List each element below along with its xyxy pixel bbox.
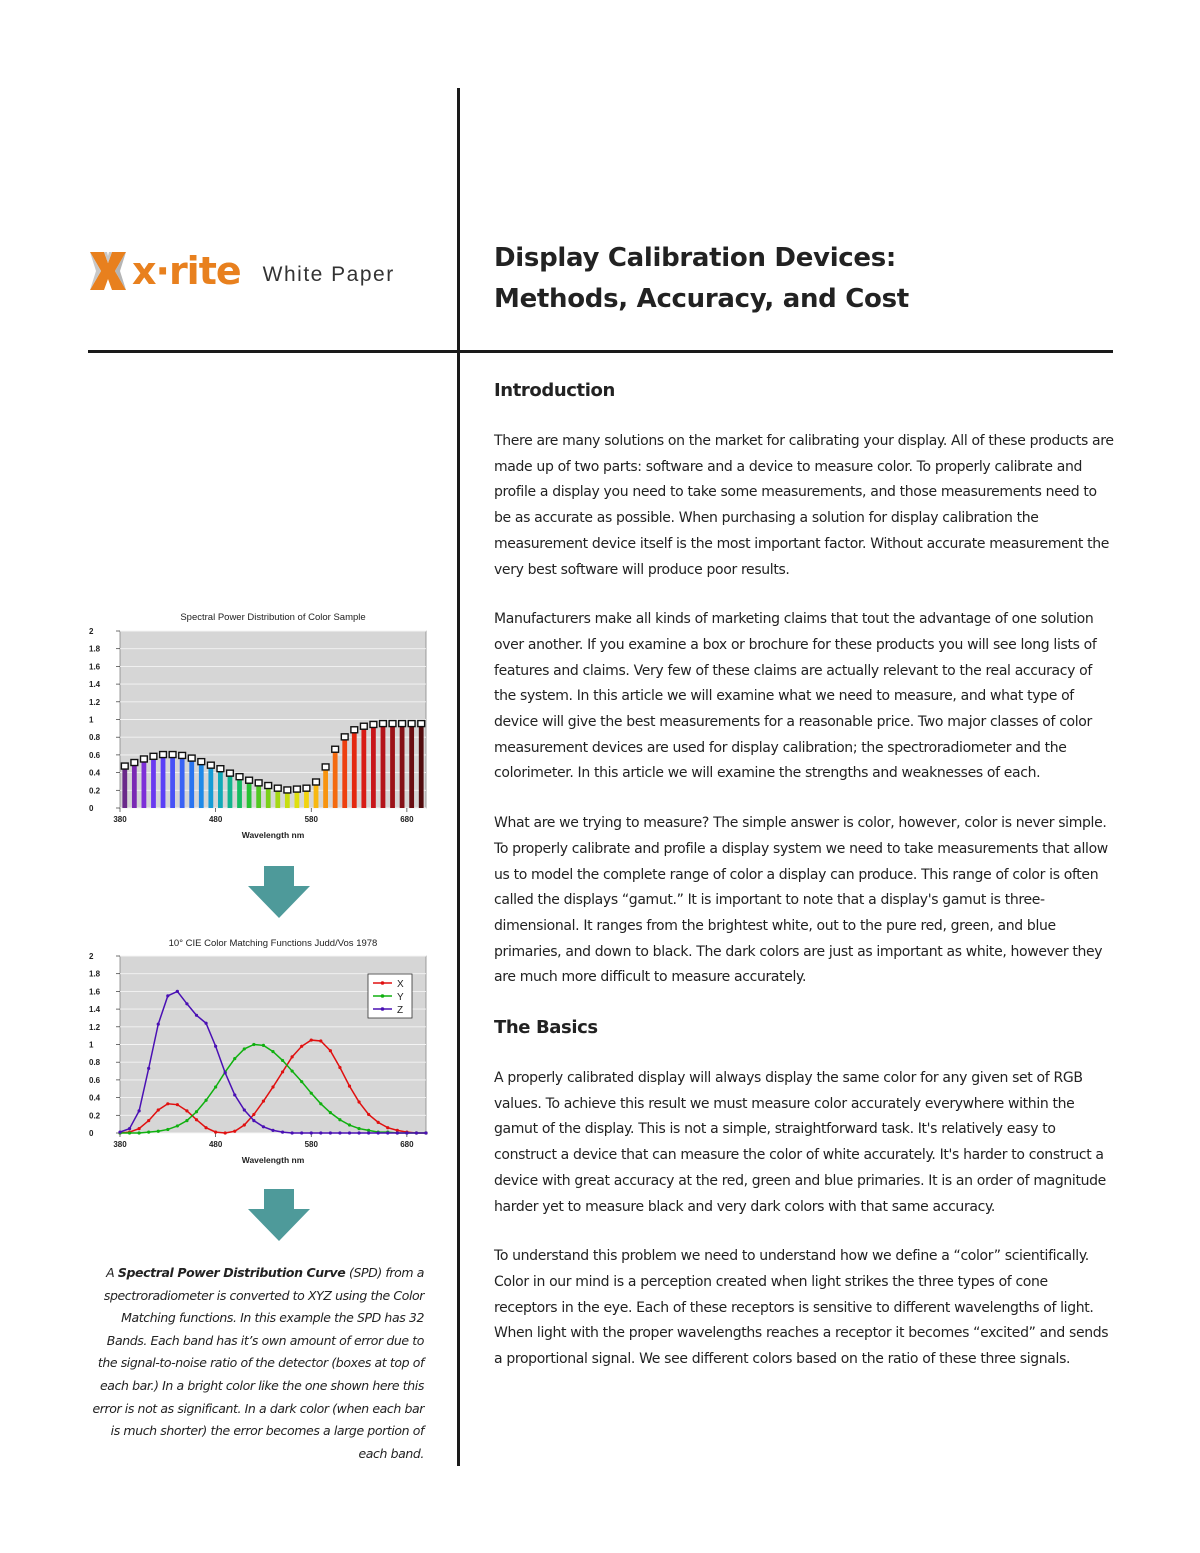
legend-marker (381, 981, 385, 985)
caption-lead: A (106, 1265, 118, 1280)
series-point-x (319, 1039, 322, 1042)
series-point-z (405, 1131, 408, 1134)
series-point-x (262, 1100, 265, 1103)
series-point-y (300, 1080, 303, 1083)
error-box (236, 774, 243, 780)
series-point-x (214, 1131, 217, 1134)
series-point-z (176, 990, 179, 993)
spd-bar (237, 780, 242, 808)
series-point-z (118, 1131, 121, 1134)
error-box (188, 755, 195, 761)
error-box (313, 779, 320, 785)
series-point-x (367, 1113, 370, 1116)
series-point-y (243, 1047, 246, 1050)
caption-term: Spectral Power Distribution Curve (117, 1265, 346, 1280)
xrite-logo (88, 250, 395, 292)
series-point-z (138, 1109, 141, 1112)
series-point-y (204, 1099, 207, 1102)
series-point-x (386, 1126, 389, 1129)
series-point-x (252, 1113, 255, 1116)
series-point-x (185, 1109, 188, 1112)
series-point-x (271, 1085, 274, 1088)
series-point-x (233, 1130, 236, 1133)
vertical-divider (457, 88, 460, 1466)
error-box (418, 721, 425, 727)
x-tick-label: 480 (208, 1140, 223, 1149)
series-point-y (195, 1110, 198, 1113)
y-tick-label: 0.6 (89, 1075, 101, 1085)
series-point-y (233, 1057, 236, 1060)
spd-bar (170, 758, 175, 808)
title-line-2: Methods, Accuracy, and Cost (494, 284, 909, 314)
spd-bar (275, 791, 280, 808)
series-point-x (138, 1127, 141, 1130)
spd-bar (419, 727, 424, 808)
series-point-z (204, 1022, 207, 1025)
series-point-z (291, 1131, 294, 1134)
series-point-z (157, 1023, 160, 1026)
series-point-z (252, 1119, 255, 1122)
series-point-x (300, 1045, 303, 1048)
down-arrow-icon (248, 866, 310, 922)
series-point-x (377, 1121, 380, 1124)
y-tick-label: 0.4 (89, 768, 101, 778)
title-line-1: Display Calibration Devices: (494, 243, 897, 273)
document-title (494, 238, 1114, 320)
chart-title: 10° CIE Color Matching Functions Judd/Vos 1978 (168, 938, 378, 949)
legend-label: X (397, 979, 404, 990)
series-point-z (386, 1131, 389, 1134)
series-point-x (310, 1038, 313, 1041)
series-point-y (348, 1123, 351, 1126)
series-point-y (157, 1130, 160, 1133)
series-point-x (357, 1100, 360, 1103)
error-box (150, 753, 157, 759)
series-point-y (185, 1119, 188, 1122)
error-box (265, 783, 272, 789)
y-tick-label: 1.6 (89, 662, 101, 672)
error-box (303, 785, 310, 791)
series-point-x (243, 1123, 246, 1126)
spd-bar (189, 761, 194, 808)
x-tick-label: 380 (113, 815, 127, 824)
y-tick-label: 0 (89, 804, 94, 813)
series-point-z (233, 1093, 236, 1096)
y-tick-label: 2 (89, 627, 94, 636)
series-point-y (166, 1128, 169, 1131)
error-box (255, 780, 262, 786)
x-tick-label: 680 (400, 1140, 414, 1149)
error-box (294, 786, 301, 792)
section-heading-basics: The Basics (494, 1017, 598, 1039)
x-tick-label: 680 (400, 815, 414, 824)
spd-bar (295, 792, 300, 808)
spd-bar (304, 791, 309, 808)
x-axis-label: Wavelength nm (241, 1155, 305, 1165)
chart-title: Spectral Power Distribution of Color Sample (180, 612, 366, 623)
paragraph-5: To understand this problem we need to understand how we define a “color” scientifically. Color in our mind is a perception created when light strikes the three types of cone receptors in the eye. Each of these receptors is sensitive to different wavelengths of light. When light with the proper wavelengths reaches a receptor it becomes “excited” and sends a proportional signal. We see different colors based on the ratio of these three signals. (494, 1248, 1109, 1368)
spd-chart-svg (86, 606, 436, 846)
series-point-y (128, 1131, 131, 1134)
error-box (121, 763, 128, 769)
y-tick-label: 0.2 (89, 1111, 101, 1121)
y-tick-label: 1.6 (89, 987, 101, 997)
series-point-z (329, 1131, 332, 1134)
xrite-x-mark-icon (88, 250, 128, 292)
spd-bar (132, 766, 137, 808)
series-point-x (281, 1070, 284, 1073)
series-point-y (319, 1102, 322, 1105)
spd-bar (285, 793, 290, 808)
y-tick-label: 2 (89, 952, 94, 961)
series-point-z (243, 1108, 246, 1111)
error-box (380, 721, 387, 727)
error-box (179, 752, 186, 758)
series-point-z (128, 1127, 131, 1130)
section-heading-introduction: Introduction (494, 380, 615, 401)
y-tick-label: 1.4 (89, 680, 101, 690)
spd-bar (390, 727, 395, 808)
error-box (217, 766, 224, 772)
legend-label: Y (397, 992, 404, 1003)
y-tick-label: 1.4 (89, 1005, 101, 1015)
y-tick-label: 1.2 (89, 697, 101, 707)
y-tick-label: 0.4 (89, 1093, 101, 1103)
cmf-chart-svg (86, 932, 436, 1168)
series-point-y (138, 1131, 141, 1134)
spd-bar (256, 786, 261, 808)
spd-bar (361, 729, 366, 808)
x-tick-label: 480 (208, 815, 223, 824)
spd-bar (218, 772, 223, 808)
error-box (284, 787, 291, 793)
series-point-x (224, 1131, 227, 1134)
series-point-x (204, 1126, 207, 1129)
error-box (131, 760, 138, 766)
y-tick-label: 0.6 (89, 750, 101, 760)
spd-bar (314, 785, 319, 808)
y-tick-label: 0 (89, 1129, 94, 1138)
series-point-x (157, 1108, 160, 1111)
spd-bar (381, 727, 386, 808)
spd-bar (151, 759, 156, 808)
series-point-z (147, 1067, 150, 1070)
series-point-x (195, 1118, 198, 1121)
x-tick-label: 380 (113, 1140, 127, 1149)
series-point-y (338, 1118, 341, 1121)
series-point-y (262, 1044, 265, 1047)
series-point-y (252, 1043, 255, 1046)
spd-bar (371, 727, 376, 808)
figure-caption (90, 1262, 424, 1465)
series-point-z (377, 1131, 380, 1134)
series-point-y (271, 1050, 274, 1053)
y-tick-label: 1.8 (89, 644, 101, 654)
paragraph-3: What are we trying to measure? The simple answer is color, however, color is never simple. To properly calibrate and profile a display system we need to take measurements that allow us to model the complete range of color a display can produce. This range of color is often called the displays “gamut.” It is important to note that a display's gamut is three-dimensional. It ranges from the brightest white, out to the pure red, green, and blue primaries, and down to black. The dark colors are just as important as white, however they are much more difficult to measure accurately. (494, 815, 1108, 986)
y-tick-label: 1 (89, 1040, 94, 1050)
series-point-z (396, 1131, 399, 1134)
paragraph-2: Manufacturers make all kinds of marketing claims that tout the advantage of one solution over another. If you examine a box or brochure for these products you will see long lists of features and claims. Very few of these claims are actually relevant to the real accuracy of the system. In this article we will examine what we need to measure, and what type of device will give the best measurements for a reasonable price. Two major classes of color measurement devices are used for display calibration; the spectroradiometer and the colorimeter. In this article we will examine the strengths and weaknesses of each. (494, 611, 1097, 782)
series-point-z (214, 1045, 217, 1048)
spd-bar (122, 769, 127, 808)
y-tick-label: 1 (89, 715, 94, 725)
spd-bar (208, 768, 213, 808)
error-box (207, 762, 214, 768)
series-point-y (357, 1127, 360, 1130)
legend-marker (381, 994, 385, 998)
error-box (351, 727, 358, 733)
series-point-y (214, 1085, 217, 1088)
series-point-z (300, 1131, 303, 1134)
error-box (399, 721, 406, 727)
paragraph-1: There are many solutions on the market for calibrating your display. All of these products are made up of two parts: software and a device to measure color. To properly calibrate and profile a display you need to take some measurements, and those measurements need to be as accurate as possible. When purchasing a solution for display calibration the measurement device itself is the most important factor. Without accurate measurement the very best software will produce poor results. (494, 433, 1114, 578)
error-box (389, 721, 396, 727)
spd-bar (142, 762, 147, 808)
series-point-y (281, 1059, 284, 1062)
series-point-z (195, 1014, 198, 1017)
spd-bar-chart (86, 606, 436, 846)
error-box (322, 764, 329, 770)
spd-bar (409, 727, 414, 808)
series-point-y (310, 1092, 313, 1095)
spd-bar (323, 770, 328, 808)
series-point-z (262, 1125, 265, 1128)
series-point-z (367, 1131, 370, 1134)
spd-bar (333, 752, 338, 808)
error-box (360, 723, 367, 729)
spd-bar (247, 783, 252, 808)
error-box (227, 770, 234, 776)
series-point-z (166, 994, 169, 997)
series-point-z (224, 1071, 227, 1074)
series-point-x (291, 1055, 294, 1058)
paragraph-4: A properly calibrated display will always display the same color for any given set of RGB values. To achieve this result we must measure color accurately everywhere within the gamut of the display. This is not a simple, straightforward task. It's relatively easy to construct a device that can measure the color of white accurately. It's harder to construct a device with great accuracy at the red, green and blue primaries. It is an order of magnitude harder yet to measure black and very dark colors with that same accuracy. (494, 1070, 1106, 1215)
spd-bar (199, 765, 204, 808)
spd-bar (180, 758, 185, 808)
legend-marker (381, 1007, 385, 1011)
series-point-z (271, 1129, 274, 1132)
spd-bar (266, 789, 271, 808)
error-box (274, 785, 281, 791)
article-body (494, 380, 1114, 1373)
series-point-z (424, 1131, 427, 1134)
spd-bar (228, 776, 233, 808)
series-point-z (319, 1131, 322, 1134)
cmf-line-chart (86, 932, 436, 1168)
y-tick-label: 0.8 (89, 733, 101, 743)
series-point-x (348, 1084, 351, 1087)
series-point-x (166, 1102, 169, 1105)
series-point-z (338, 1131, 341, 1134)
error-box (198, 759, 205, 765)
caption-body: (SPD) from a spectroradiometer is converted to XYZ using the Color Matching functions. In this example the SPD has 32 Bands. Each band has it’s own amount of error due to the signal-to-noise ratio of the detector (boxes at top of each bar.) In a bright color like the one shown here this error is not as significant. In a dark color (when each bar is much shorter) the error becomes a large portion of each band. (92, 1265, 424, 1461)
error-box (246, 777, 253, 783)
series-point-y (147, 1131, 150, 1134)
error-box (370, 721, 377, 727)
series-point-y (329, 1111, 332, 1114)
series-point-z (415, 1131, 418, 1134)
series-point-x (176, 1103, 179, 1106)
y-tick-label: 1.2 (89, 1022, 101, 1032)
spd-bar (352, 733, 357, 808)
error-box (141, 756, 148, 762)
y-tick-label: 0.8 (89, 1058, 101, 1068)
series-point-z (185, 1002, 188, 1005)
series-point-z (357, 1131, 360, 1134)
x-tick-label: 580 (304, 1140, 318, 1149)
y-tick-label: 0.2 (89, 786, 101, 796)
series-point-z (348, 1131, 351, 1134)
logo-wordmark: x·rite (132, 249, 241, 293)
spd-bar (400, 727, 405, 808)
down-arrow-icon (248, 1189, 310, 1245)
error-box (341, 734, 348, 740)
error-box (160, 752, 167, 758)
error-box (408, 721, 415, 727)
logo-subtitle: White Paper (262, 263, 395, 286)
x-axis-label: Wavelength nm (241, 830, 305, 840)
series-point-y (176, 1124, 179, 1127)
series-point-x (338, 1066, 341, 1069)
error-box (332, 746, 339, 752)
x-tick-label: 580 (304, 815, 318, 824)
legend-label: Z (397, 1005, 404, 1016)
spd-bar (342, 740, 347, 808)
error-box (169, 752, 176, 758)
y-tick-label: 1.8 (89, 969, 101, 979)
series-point-x (147, 1119, 150, 1122)
series-point-y (291, 1069, 294, 1072)
series-point-z (310, 1131, 313, 1134)
series-point-x (329, 1049, 332, 1052)
series-point-z (281, 1131, 284, 1134)
horizontal-divider (88, 350, 1113, 353)
spd-bar (161, 758, 166, 808)
